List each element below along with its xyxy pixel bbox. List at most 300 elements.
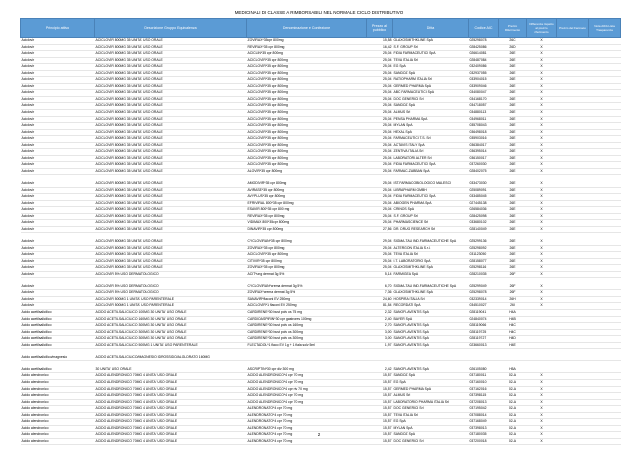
- table-cell: 25,04: [367, 116, 393, 123]
- table-cell: 26E: [499, 213, 527, 220]
- table-cell: 26E: [499, 142, 527, 149]
- table-cell: X: [527, 187, 557, 194]
- table-cell: 027445138: [469, 200, 499, 207]
- table-cell: 26E: [499, 116, 527, 123]
- table-cell: ALENDRONATO*4 cpr 70 mg: [247, 406, 367, 413]
- table-cell: ACICLOVIR 800MG 35 UNITA' USO ORALE: [95, 51, 247, 58]
- table-cell: X: [527, 373, 557, 380]
- table-cell: 02-A: [499, 412, 527, 419]
- table-cell: 1,97: [367, 342, 393, 349]
- table-cell: 026614081: [469, 51, 499, 58]
- table-cell: ACIDO ACETILSALICILICO 300MG 30 UNITA' USO ORALE: [95, 329, 247, 336]
- table-cell: H4C: [499, 329, 527, 336]
- table-cell: Aciclovir: [21, 51, 95, 58]
- table-cell: 26E: [499, 123, 527, 130]
- table-cell: PHARMASCIENCE Srl: [393, 220, 469, 227]
- table-cell: 025298116: [469, 265, 499, 272]
- table-cell: S.F. GROUP Srl: [393, 213, 469, 220]
- table-cell: 25,04: [367, 57, 393, 64]
- table-cell: Aciclovir: [21, 194, 95, 201]
- table-cell: 025299136: [469, 239, 499, 245]
- table-cell: X: [527, 136, 557, 143]
- table-cell: 26E: [499, 110, 527, 117]
- table-cell: 037180011: [469, 373, 499, 380]
- table-cell: EG SpA: [393, 64, 469, 71]
- table-cell: ACICLOVIR 800MG 35 UNITA' USO ORALE: [95, 181, 247, 187]
- table-cell: ACICLOVIR*35 cpr 800mg: [247, 123, 367, 130]
- table-cell: PENSA PHARMA SpA: [393, 116, 469, 123]
- table-cell: ACIDO ALENDRONICO 70MG 4 UNITA' USO ORALE: [95, 399, 247, 406]
- table-cell: Acido alendronico: [21, 399, 95, 406]
- column-header: Denominazione e Confezione: [247, 19, 367, 38]
- table-cell: FIDIA FARMACEUTICI SpA: [393, 51, 469, 58]
- table-cell: 028119041: [469, 309, 499, 316]
- table-cell: 2,42: [367, 367, 393, 373]
- table-cell: 035708043: [469, 123, 499, 130]
- table-cell: X: [527, 200, 557, 207]
- table-cell: Aciclovir: [21, 90, 95, 97]
- column-header: Nota AIFA Lista Trasparenza: [589, 19, 621, 38]
- table-cell: 26E: [499, 77, 527, 84]
- table-cell: 26E: [499, 103, 527, 110]
- table-cell: CYCLOVIRAN*crema dermat 3g 5%: [247, 284, 367, 290]
- table-cell: SANAVIR*flaconi EV 250mg: [247, 296, 367, 303]
- table-cell: ACICLOVIR*35 cpr 800mg: [247, 252, 367, 259]
- table-cell: ACICLOVIR 800MG 35 UNITA' USO ORALE: [95, 90, 247, 97]
- table-cell: 15,57: [367, 412, 393, 419]
- table-cell: GLAXOSMITHKLINE SpA: [393, 265, 469, 272]
- table-cell: ALMUS Srl: [393, 393, 469, 400]
- table-cell: ACIDO ACETILSALICILICO 300MG 30 UNITA' USO ORALE: [95, 323, 247, 330]
- table-cell: X: [527, 168, 557, 175]
- table-cell: 26I: [499, 303, 527, 310]
- table-cell: 02-A: [499, 379, 527, 386]
- table-cell: SANDOZ SpA: [393, 432, 469, 439]
- table-cell: 037162016: [469, 386, 499, 393]
- table-cell: X: [527, 303, 557, 310]
- table-cell: 037160010: [469, 379, 499, 386]
- table-cell: 033473030: [469, 181, 499, 187]
- table-cell: ACICLOVIR 5% USO DERMATOLOGICO: [95, 271, 247, 278]
- table-cell: X: [527, 83, 557, 90]
- table-cell: ACICLOVIR 800MG 35 UNITA' USO ORALE: [95, 142, 247, 149]
- table-cell: X: [527, 194, 557, 201]
- table-cell: FARMACEUTICI T.S. Srl: [393, 136, 469, 143]
- table-cell: 25,04: [367, 213, 393, 220]
- table-cell: 028119725: [469, 329, 499, 336]
- table-cell: Aciclovir: [21, 142, 95, 149]
- table-cell: GLAXOSMITHKLINE SpA: [393, 38, 469, 45]
- table-cell: ACIDO ALENDRONICO 70MG 4 UNITA' USO ORALE: [95, 393, 247, 400]
- table-cell: 26F: [499, 290, 527, 297]
- table-cell: 26E: [499, 181, 527, 187]
- table-cell: DR. DRUG RESEARCH Srl: [393, 226, 469, 233]
- table-cell: 26E: [499, 207, 527, 214]
- table-cell: ACICLOVIR*35 cpr 800mg: [247, 162, 367, 169]
- table-cell: LABORATORI ALTER Srl: [393, 155, 469, 162]
- table-cell: X: [527, 412, 557, 419]
- table-cell: X: [527, 271, 557, 278]
- table-cell: Aciclovir: [21, 103, 95, 110]
- table-cell: X: [527, 44, 557, 51]
- table-cell: Acido alendronico: [21, 438, 95, 445]
- table-cell: Acido acetilsalicilico/magnesio: [21, 355, 95, 361]
- table-cell: ACICLOVIR 800MG 35 UNITA' USO ORALE: [95, 136, 247, 143]
- table-cell: X: [527, 425, 557, 432]
- table-cell: ACIDO ALENDRONICO 70MG 4 UNITA' USO ORALE: [95, 373, 247, 380]
- table-cell: Acido alendronico: [21, 379, 95, 386]
- table-cell: Aciclovir: [21, 83, 95, 90]
- table-cell: ACIDO ALENDRONICO 70MG 4 UNITA' USO ORALE: [95, 406, 247, 413]
- table-cell: 033680102: [469, 220, 499, 227]
- table-cell: X: [527, 438, 557, 445]
- table-cell: X: [527, 207, 557, 214]
- table-cell: 15,57: [367, 393, 393, 400]
- table-cell: 3,00: [367, 336, 393, 343]
- table-cell: MYLAN SpA: [393, 425, 469, 432]
- table-cell: ACICLOVIR 800MG 35 UNITA' USO ORALE: [95, 187, 247, 194]
- table-cell: AVYPLUS*35 cpr 800mg: [247, 194, 367, 201]
- table-cell: ACICLOVIR 800MG 35 UNITA' USO ORALE: [95, 123, 247, 130]
- table-cell: Acido alendronico: [21, 425, 95, 432]
- table-cell: 034510027: [469, 303, 499, 310]
- table-cell: DOC GENERICI Srl: [393, 438, 469, 445]
- table-cell: EFRIVIRAL 800*35 cpr 800mg: [247, 200, 367, 207]
- table-cell: ACIDO ALENDRONICO 70MG 4 UNITA' USO ORALE: [95, 379, 247, 386]
- table-cell: ACICLOVIR 5% USO DERMATOLOGICO: [95, 284, 247, 290]
- table-cell: HEXAL SpA: [393, 129, 469, 136]
- table-cell: ZOVIRAX*35cpr 800mg: [247, 38, 367, 45]
- table-cell: 15,57: [367, 399, 393, 406]
- table-cell: ACICLOVIR 800MG 35 UNITA' USO ORALE: [95, 239, 247, 245]
- table-cell: 25,04: [367, 103, 393, 110]
- table-cell: 2,70: [367, 323, 393, 330]
- table-cell: 29,04: [367, 239, 393, 245]
- table-cell: X: [527, 64, 557, 71]
- table-cell: 034168170: [469, 96, 499, 103]
- table-cell: Aciclovir: [21, 64, 95, 71]
- table-cell: ACIDO ACETILSALICILICO 160MG 30 UNITA' USO ORALE: [95, 316, 247, 323]
- table-cell: CARDIRENE*30 bust polv os 75 mg: [247, 309, 367, 316]
- table-cell: 25,04: [367, 252, 393, 259]
- table-cell: X: [527, 149, 557, 156]
- table-cell: 26E: [499, 226, 527, 233]
- table-cell: 2,40: [367, 316, 393, 323]
- table-cell: ACIDO ALENDRONICO*4 cpr 70 mg: [247, 393, 367, 400]
- table-cell: 26E: [499, 64, 527, 71]
- table-cell: ACIDO ACETILSALICILICO 500MG 1 UNITA' USO PARENTERALE: [95, 342, 247, 349]
- table-cell: S.F. GROUP Srl: [393, 44, 469, 51]
- table-cell: LABORATORIO PHARMA ITALIA Srl: [393, 399, 469, 406]
- table-cell: Aciclovir: [21, 38, 95, 45]
- table-cell: 26E: [499, 57, 527, 64]
- table-cell: ACICLOVIR*35 cpr 800mg: [247, 142, 367, 149]
- table-cell: 028158077: [469, 258, 499, 265]
- table-cell: Acido alendronico: [21, 406, 95, 413]
- table-cell: H5A: [499, 367, 527, 373]
- table-cell: 25,04: [367, 149, 393, 156]
- table-cell: 6,70: [367, 284, 393, 290]
- table-cell: 15,57: [367, 373, 393, 380]
- table-cell: Acido alendronico: [21, 412, 95, 419]
- table-cell: X: [527, 406, 557, 413]
- table-cell: CITIVIR*35 cpr 800mg: [247, 258, 367, 265]
- table-cell: ALENDRONATO*4 cpr 70 mg: [247, 412, 367, 419]
- column-header: Differenza rispetto al prezzo riferimento: [527, 19, 557, 38]
- table-cell: 25,04: [367, 187, 393, 194]
- table-cell: DOC GENERICI Srl: [393, 406, 469, 413]
- table-cell: CARDIRENE*30 bust polv os 300mg: [247, 329, 367, 336]
- table-cell: Aciclovir: [21, 136, 95, 143]
- table-cell: ACIDO ACETILSALICILICO 300MG 30 UNITA' USO ORALE: [95, 336, 247, 343]
- table-cell: H4A: [499, 309, 527, 316]
- table-cell: CARDIOASPIRIN*30 cpr gastrores 100mg: [247, 316, 367, 323]
- table-cell: 24,60: [367, 296, 393, 303]
- table-cell: SIGMA-TAU IND.FARMACEUTICHE SpA: [393, 239, 469, 245]
- table-cell: 26C: [499, 38, 527, 45]
- table-cell: Aciclovir: [21, 200, 95, 207]
- table-cell: 032339014: [469, 296, 499, 303]
- table-cell: X: [527, 181, 557, 187]
- table-cell: 25,04: [367, 110, 393, 117]
- table-cell: ALMUS Srl: [393, 110, 469, 117]
- table-cell: X: [527, 245, 557, 252]
- table-cell: FARMIGEA SpA: [393, 271, 469, 278]
- table-cell: 036498018: [469, 129, 499, 136]
- table-cell: HOSPIRA ITALIA Srl: [393, 296, 469, 303]
- table-cell: 26E: [499, 265, 527, 272]
- table-cell: X: [527, 265, 557, 272]
- table-cell: ACICLOVIR 800MG 35 UNITA' USO ORALE: [95, 265, 247, 272]
- table-cell: VIDIMAX 800*35cpr 800mg: [247, 220, 367, 227]
- table-cell: ASCRIPTIN*30 cpr div 300 mg: [247, 367, 367, 373]
- table-cell: SANDOZ SpA: [393, 103, 469, 110]
- table-cell: ACICLOVIR 800MG 35 UNITA' USO ORALE: [95, 38, 247, 45]
- table-cell: X: [527, 258, 557, 265]
- table-cell: ACICLOVIR 800MG 35 UNITA' USO ORALE: [95, 207, 247, 214]
- table-cell: EG SpA: [393, 419, 469, 426]
- table-cell: 028119066: [469, 323, 499, 330]
- table-cell: 26E: [499, 149, 527, 156]
- table-cell: ALTERGON ITALIA S.r.l.: [393, 245, 469, 252]
- table-cell: MYLAN SpA: [393, 123, 469, 130]
- table-cell: Aciclovir: [21, 96, 95, 103]
- table-cell: ACIDO ALENDRONICO*4 cpr riv 70 mg: [247, 386, 367, 393]
- table-cell: ACIDO ALENDRONICO 70MG 4 UNITA' USO ORALE: [95, 412, 247, 419]
- table-cell: SIGMA-TAU IND.FARMACEUTICHE SpA: [393, 284, 469, 290]
- table-cell: ACICLOVIR 800MG 35 UNITA' USO ORALE: [95, 83, 247, 90]
- table-cell: 26E: [499, 83, 527, 90]
- table-cell: 15,57: [367, 438, 393, 445]
- table-cell: Aciclovir: [21, 226, 95, 233]
- table-cell: Aciclovir: [21, 77, 95, 84]
- table-cell: CARDIRENE*30 bust polv os 160mg: [247, 323, 367, 330]
- table-cell: X: [527, 57, 557, 64]
- table-cell: 25,04: [367, 136, 393, 143]
- table-cell: Aciclovir: [21, 213, 95, 220]
- table-cell: X: [527, 110, 557, 117]
- table-cell: ALENDRONATO*4 cpr 70 mg: [247, 438, 367, 445]
- table-cell: 15,58: [367, 38, 393, 45]
- table-cell: ZOVIRAX*35 cpr 800mg: [247, 245, 367, 252]
- table-cell: 81,54: [367, 303, 393, 310]
- table-cell: FARMAC-ZABBAN SpA: [393, 168, 469, 175]
- table-cell: Aciclovir: [21, 187, 95, 194]
- table-cell: X: [527, 399, 557, 406]
- table-cell: ACIDO ACETILSALICILICO/MAGNESIO IDROSSIDO/ALGLDRATO 160MG: [95, 355, 247, 361]
- table-cell: ACTAVIS ITALY SpA: [393, 142, 469, 149]
- table-cell: X: [527, 155, 557, 162]
- table-cell: GLAXOSMITHKLINE SpA: [393, 290, 469, 297]
- table-cell: 25,04: [367, 258, 393, 265]
- table-cell: Aciclovir: [21, 239, 95, 245]
- table-cell: X: [527, 116, 557, 123]
- table-cell: Aciclovir: [21, 149, 95, 156]
- table-cell: 26D: [499, 44, 527, 51]
- table-cell: Aciclovir: [21, 265, 95, 272]
- table-cell: Acido acetilsalicilico: [21, 323, 95, 330]
- table-cell: 036384017: [469, 142, 499, 149]
- table-cell: 037168049: [469, 419, 499, 426]
- table-cell: H4E: [499, 342, 527, 349]
- table-cell: AMODIVIR*35 cpr 800mg: [247, 181, 367, 187]
- table-cell: SANOFI-AVENTIS SpA: [393, 329, 469, 336]
- table-cell: Aciclovir: [21, 303, 95, 310]
- table-cell: Aciclovir: [21, 44, 95, 51]
- table-cell: Aciclovir: [21, 258, 95, 265]
- table-cell: X: [527, 213, 557, 220]
- table-cell: ACICLOVIR*35 cpr 800mg: [247, 103, 367, 110]
- table-cell: X: [527, 129, 557, 136]
- table-cell: Aciclovir: [21, 296, 95, 303]
- table-cell: 037088014: [469, 412, 499, 419]
- table-cell: 033485045: [469, 194, 499, 201]
- table-cell: ACICLOVIR 800MG 35 UNITA' USO ORALE: [95, 200, 247, 207]
- table-cell: 15,57: [367, 425, 393, 432]
- table-cell: 034968011: [469, 116, 499, 123]
- table-cell: I.T. LABORATORIO SpA: [393, 258, 469, 265]
- table-cell: 25,04: [367, 51, 393, 58]
- table-cell: X: [527, 290, 557, 297]
- table-cell: Acido alendronico: [21, 432, 95, 439]
- table-cell: IST.FARMACOBIOLOGICO MALESCI: [393, 181, 469, 187]
- table-cell: Acido alendronico: [21, 393, 95, 400]
- table-cell: ACICLOVIR 800MG 35 UNITA' USO ORALE: [95, 64, 247, 71]
- table-cell: CRINOS SpA: [393, 207, 469, 214]
- table-cell: ACICLOVIR 800MG 35 UNITA' USO ORALE: [95, 116, 247, 123]
- table-cell: 16,42: [367, 44, 393, 51]
- table-cell: CARDIRENE*30 bust polv os 300mg: [247, 336, 367, 343]
- table-cell: Aciclovir: [21, 162, 95, 169]
- table-cell: ACIDO ALENDRONICO 70MG 4 UNITA' USO ORALE: [95, 386, 247, 393]
- table-cell: REVIRAX*35 cpr 800mg: [247, 44, 367, 51]
- table-cell: X: [527, 220, 557, 227]
- table-cell: ACICLOVIR 800MG 35 UNITA' USO ORALE: [95, 252, 247, 259]
- table-cell: Aciclovir: [21, 70, 95, 77]
- table-cell: 25,04: [367, 220, 393, 227]
- table-cell: 15,57: [367, 386, 393, 393]
- table-cell: 26E: [499, 51, 527, 58]
- table-cell: 25,04: [367, 90, 393, 97]
- table-cell: Aciclovir: [21, 207, 95, 214]
- table-cell: ZOVIRAX*crema dermat 3g 5%: [247, 290, 367, 297]
- table-cell: Aciclovir: [21, 110, 95, 117]
- table-cell: Aciclovir: [21, 245, 95, 252]
- table-cell: DOC GENERICI Srl: [393, 96, 469, 103]
- table-cell: SANOFI-AVENTIS SpA: [393, 342, 469, 349]
- table-cell: 034880113: [469, 110, 499, 117]
- table-cell: X: [527, 393, 557, 400]
- table-cell: ACICLOVIR 800MG 35 UNITA' USO ORALE: [95, 129, 247, 136]
- table-cell: 028119727: [469, 336, 499, 343]
- table-cell: CYCLOVIRAN*35 cpr 800mg: [247, 239, 367, 245]
- table-cell: 025298092: [469, 245, 499, 252]
- table-cell: 032409086: [469, 64, 499, 71]
- table-cell: ACIDO ALENDRONICO*4 cpr 70 mg: [247, 399, 367, 406]
- table-cell: 02-A: [499, 406, 527, 413]
- table-cell: ALENDRONATO*4 cpr 70 mg: [247, 432, 367, 439]
- table-cell: 25,04: [367, 64, 393, 71]
- table-cell: ACICLOVIR 800MG 35 UNITA' USO ORALE: [95, 77, 247, 84]
- table-cell: Aciclovir: [21, 116, 95, 123]
- table-cell: ACICLOVIR*35 cpr 800mg: [247, 149, 367, 156]
- table-cell: 037195042: [469, 406, 499, 413]
- table-cell: ACIDO ALENDRONICO*4 cpr 70 mg: [247, 373, 367, 380]
- table-cell: ACICLOVIR 800MG 35 UNITA' USO ORALE: [95, 213, 247, 220]
- table-cell: ACICLOVIR*35 cpr 800mg: [247, 116, 367, 123]
- table-cell: X: [527, 162, 557, 169]
- table-cell: 25,04: [367, 245, 393, 252]
- table-cell: ACICLOVIR 800MG 35 UNITA' USO ORALE: [95, 245, 247, 252]
- table-cell: 036395014: [469, 149, 499, 156]
- table-cell: 028425098: [469, 213, 499, 220]
- column-header: Ditta: [393, 19, 469, 38]
- table-cell: 037180035: [469, 432, 499, 439]
- table-cell: 028487084: [469, 57, 499, 64]
- table-cell: X: [527, 284, 557, 290]
- table-cell: 035903016: [469, 136, 499, 143]
- table-cell: SANOFI-AVENTIS SpA: [393, 323, 469, 330]
- table-cell: ACICLOVIR 500MG 1 UNITA' USO PARENTERALE: [95, 303, 247, 310]
- table-cell: ALENDRONATO*4 cpr 70 mg: [247, 419, 367, 426]
- table-cell: X: [527, 252, 557, 259]
- table-cell: ACICLOVIR*35 cpr 800mg: [247, 110, 367, 117]
- table-cell: 15,57: [367, 406, 393, 413]
- table-cell: 26E: [499, 200, 527, 207]
- table-cell: ACICLOVIR*35 cpr 800mg: [247, 83, 367, 90]
- table-cell: 02-A: [499, 399, 527, 406]
- table-cell: ACICLOVIR*35 cpr 800mg: [247, 136, 367, 143]
- table-cell: 15,57: [367, 419, 393, 426]
- table-cell: X: [527, 77, 557, 84]
- table-cell: 26E: [499, 136, 527, 143]
- table-cell: X: [527, 51, 557, 58]
- table-cell: ACIDO ALENDRONICO 70MG 4 UNITA' USO ORALE: [95, 419, 247, 426]
- table-cell: H4B: [499, 316, 527, 323]
- table-cell: Acido alendronico: [21, 386, 95, 393]
- table-cell: 27,56: [367, 226, 393, 233]
- table-cell: ACICLOVIR 800MG 35 UNITA' USO ORALE: [95, 149, 247, 156]
- table-cell: 5,14: [367, 271, 393, 278]
- table-cell: ACIDO ALENDRONICO*4 cpr 70 mg: [247, 379, 367, 386]
- table-cell: Acido alendronico: [21, 419, 95, 426]
- table-cell: ESAVIR 800*35 cpr 800 mg: [247, 207, 367, 214]
- table-cell: 037208013: [469, 399, 499, 406]
- table-cell: 26E: [499, 90, 527, 97]
- table-cell: Acido acetilsalicilico: [21, 342, 95, 349]
- table-cell: Aciclovir: [21, 155, 95, 162]
- table-cell: Aciclovir: [21, 220, 95, 227]
